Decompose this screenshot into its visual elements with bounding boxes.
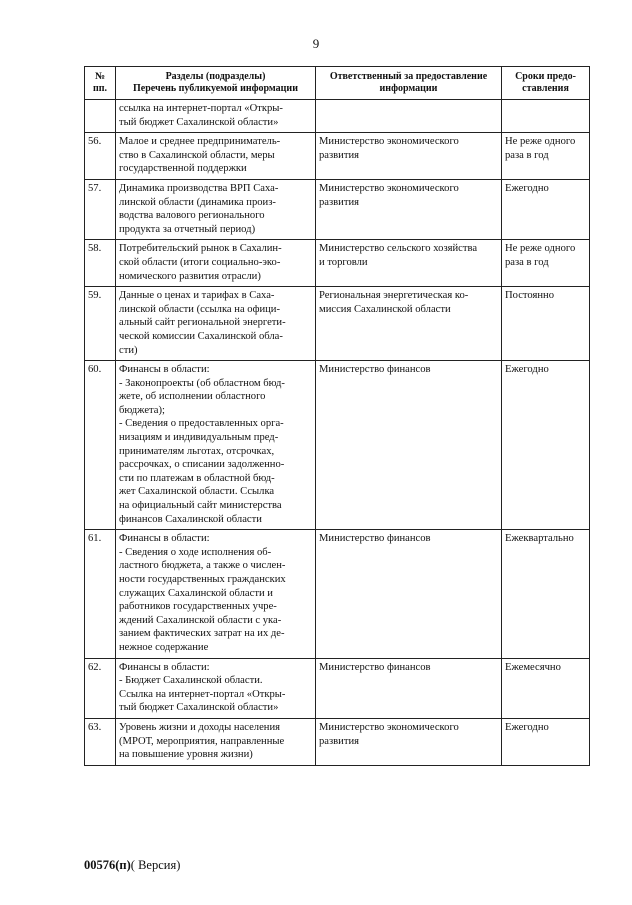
row-responsible [316,100,502,133]
row-section: Уровень жизни и доходы населения (МРОТ, мероприятия, направленные на повышение уровня жизни) [116,718,316,765]
row-section: Финансы в области: - Законопроекты (об областном бюд- жете, об исполнении областного бюджета); - Сведения о предоставленных орга- низациям и индивидуальным пред- принимателям льготах, отсрочках, рассрочках, о списании задолженно- сти по платежам в областной бюд- жет Сахалинской области. Ссылка на официальный сайт министерства финансов Сахалинской области [116,361,316,530]
document-code: 00576(п) [84,858,131,872]
row-responsible: Министерство сельского хозяйства и торговли [316,240,502,287]
header-number: № пп. [85,67,116,100]
page-number: 9 [312,36,320,51]
row-section: Данные о ценах и тарифах в Саха- линской области (ссылка на офици- альный сайт региональной энергети- ческой комиссии Сахалинской обла- сти) [116,287,316,361]
header-sections: Разделы (подразделы) Перечень публикуемой информации [116,67,316,100]
row-number: 59. [85,287,116,361]
row-number: 56. [85,133,116,180]
row-responsible: Региональная энергетическая ко- миссия Сахалинской области [316,287,502,361]
row-section: Финансы в области: - Бюджет Сахалинской области. Ссылка на интернет-портал «Откры- тый бюджет Сахалинской области» [116,658,316,718]
row-section: Малое и среднее предприниматель- ство в Сахалинской области, меры государственной поддержки [116,133,316,180]
row-responsible: Министерство финансов [316,361,502,530]
row-term: Ежеквартально [502,530,590,658]
row-term [502,100,590,133]
row-responsible: Министерство финансов [316,658,502,718]
table-row [85,287,590,361]
row-responsible: Министерство экономического развития [316,718,502,765]
information-table [84,66,590,766]
header-responsible: Ответственный за предоставление информации [316,67,502,100]
row-section: Потребительский рынок в Сахалин- ской области (итоги социально-эко- номического развития отрасли) [116,240,316,287]
table-row [85,100,590,133]
row-term: Ежемесячно [502,658,590,718]
table-row [85,133,590,180]
row-term: Ежегодно [502,179,590,239]
document-version: ( Версия) [130,858,181,872]
row-section: Финансы в области: - Сведения о ходе исполнения об- ластного бюджета, а также о числен- ности государственных гражданских служащих Сахалинской области и работников государственных учре- ждений Сахалинской области с ука- занием фактических затрат на их де- нежное содержание [116,530,316,658]
table-row [85,361,590,530]
header-terms: Сроки предо- ставления [502,67,590,100]
row-responsible: Министерство экономического развития [316,133,502,180]
row-section: ссылка на интернет-портал «Откры- тый бюджет Сахалинской области» [116,100,316,133]
row-number [85,100,116,133]
table-row [85,658,590,718]
row-responsible: Министерство финансов [316,530,502,658]
row-number: 60. [85,361,116,530]
row-number: 63. [85,718,116,765]
row-number: 58. [85,240,116,287]
row-number: 62. [85,658,116,718]
table-row [85,240,590,287]
table-header-row [85,67,590,100]
table-row [85,718,590,765]
row-number: 61. [85,530,116,658]
row-term: Ежегодно [502,718,590,765]
row-number: 57. [85,179,116,239]
row-term: Ежегодно [502,361,590,530]
document-footer [84,858,180,873]
row-term: Постоянно [502,287,590,361]
row-term: Не реже одного раза в год [502,240,590,287]
row-responsible: Министерство экономического развития [316,179,502,239]
row-section: Динамика производства ВРП Саха- линской области (динамика произ- водства валового регионального продукта за отчетный период) [116,179,316,239]
table-row [85,179,590,239]
row-term: Не реже одного раза в год [502,133,590,180]
table-row [85,530,590,658]
